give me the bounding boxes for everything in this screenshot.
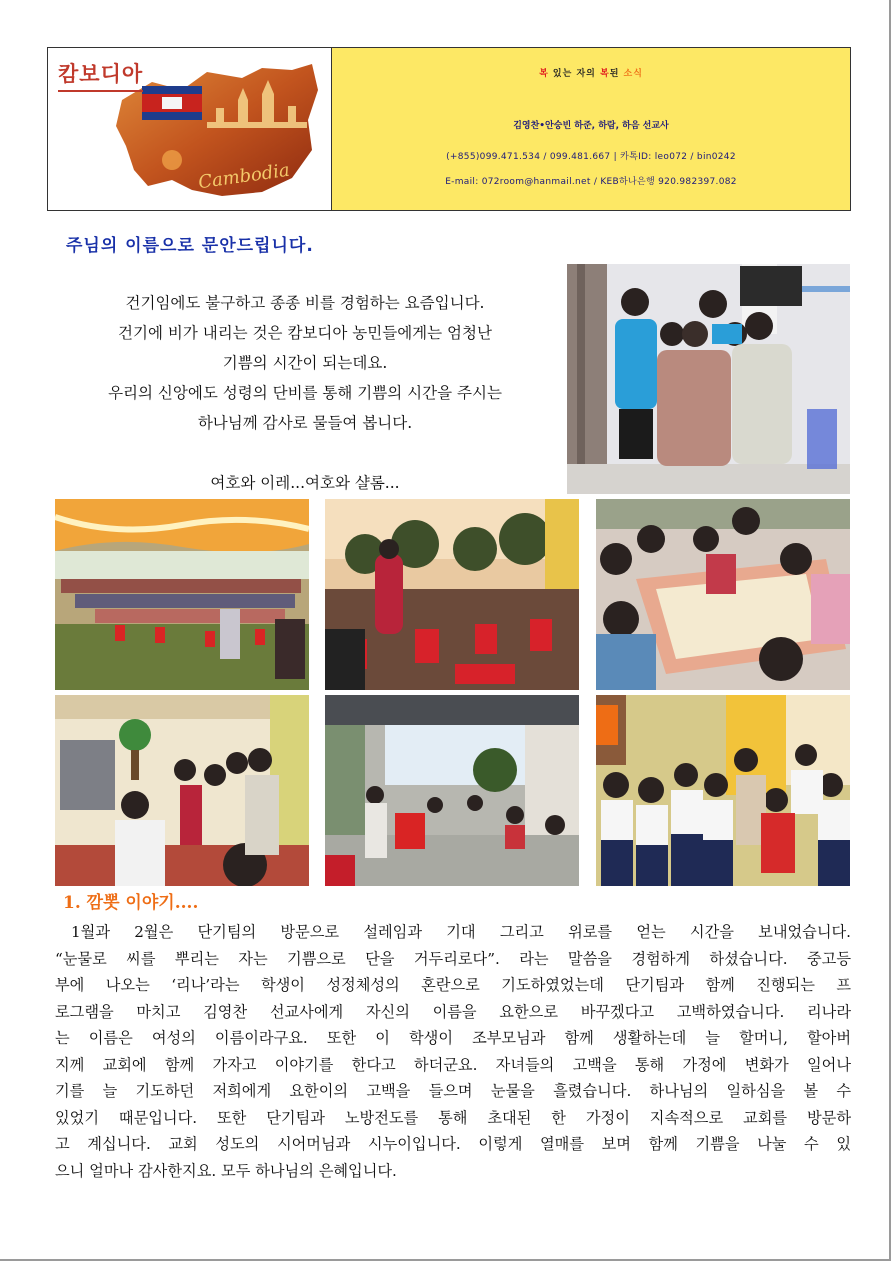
newsletter-header — [47, 47, 851, 211]
cambodia-logo — [48, 48, 332, 210]
section-title: 1. 깜뽓 이야기.... — [63, 893, 199, 913]
greeting-line: 하나님께 감사로 물들여 봅니다. — [197, 414, 413, 432]
story-line: 는 이름은 여성의 이름이라구요. 또한 이 학생이 조부모님과 함께 생활하는데 늘 할머니, 할아버 — [55, 1029, 851, 1047]
missionary-names: 김영찬•안숭빈 하준, 하람, 하음 선교사 — [513, 121, 669, 131]
story-line: 로그램을 마치고 김영찬 선교사에게 자신의 이름을 요한으로 바꾸겠다고 고백하였습니다. 리나라 — [55, 1002, 851, 1021]
story-line: 부에 나오는 ‘리나’라는 학생이 성정체성의 혼란으로 기도하였었는데 단기팀과 함께 진행되는 프 — [55, 976, 851, 994]
logo-country-label: 캄보디아 — [58, 58, 143, 92]
story-line: 지께 교회에 함께 가자고 이야기를 한다고 하더군요. 자녀들의 고백을 통해 가정에 변화가 일어나 — [55, 1055, 851, 1074]
story-line: 고 계십니다. 교회 성도의 시어머님과 시누이입니다. 이렇게 열매를 보며 함께 기쁨을 나눌 수 있 — [55, 1135, 851, 1153]
school-children-photo — [596, 695, 850, 886]
greeting-title: 주님의 이름으로 문안드립니다. — [66, 236, 314, 256]
greeting-line: 건기임에도 불구하고 종종 비를 경험하는 요즘입니다. — [125, 294, 485, 312]
outdoor-meal-photo — [325, 499, 579, 690]
children-crafts-photo — [596, 499, 850, 690]
title-word-4: 된 — [609, 69, 624, 79]
story-line: “눈물로 씨를 뿌리는 자는 기쁨으로 단을 거두리로다”. 라는 말씀을 경험하게 하셨습니다. 중고등 — [55, 949, 851, 968]
title-word-3: 복 — [599, 69, 610, 79]
classroom-visit-photo — [55, 695, 309, 886]
greeting-closing: 여호와 이레...여호와 샬롬... — [210, 474, 400, 492]
tent-gathering-photo — [55, 499, 309, 690]
greeting-line: 기쁨의 시간이 되는데요. — [222, 354, 388, 372]
greeting-text — [55, 288, 555, 498]
title-word-1: 복 — [539, 69, 549, 79]
logo-script-text: Cambodia — [196, 159, 291, 194]
greeting-line: 우리의 신앙에도 성령의 단비를 통해 기쁨의 시간을 주시는 — [108, 384, 502, 402]
covered-hall-photo — [325, 695, 579, 886]
story-line: 기를 늘 기도하던 저희에게 요한이의 고백을 들으며 눈물을 흘렸습니다. 하나님의 일하심을 볼 수 — [55, 1082, 851, 1100]
newsletter-title — [332, 66, 850, 79]
story-line: 1월과 2월은 단기팀의 방문으로 설레임과 기대 그리고 위로를 얻는 시간을 보내었습니다. — [71, 923, 851, 941]
contact-phone: (+855)099.471.534 / 099.481.667 | 카톡ID: leo072 / bin0242 — [446, 152, 736, 162]
title-word-2: 있는 자의 — [548, 69, 600, 79]
story-line: 으니 얼마나 감사한지요. 모두 하나님의 은혜입니다. — [55, 1161, 397, 1180]
story-body — [55, 919, 851, 1184]
group-photo — [567, 264, 850, 494]
contact-email: E-mail: 072room@hanmail.net / KEB하나은행 920.982397.082 — [445, 177, 737, 187]
story-line: 있었기 때문입니다. 또한 단기팀과 노방전도를 통해 초대된 한 가정이 지속적으로 교회를 방문하 — [55, 1108, 851, 1127]
title-word-5: 소식 — [623, 69, 643, 79]
title-panel — [332, 48, 850, 210]
greeting-line: 건기에 비가 내리는 것은 캄보디아 농민들에게는 엄청난 — [118, 324, 492, 342]
